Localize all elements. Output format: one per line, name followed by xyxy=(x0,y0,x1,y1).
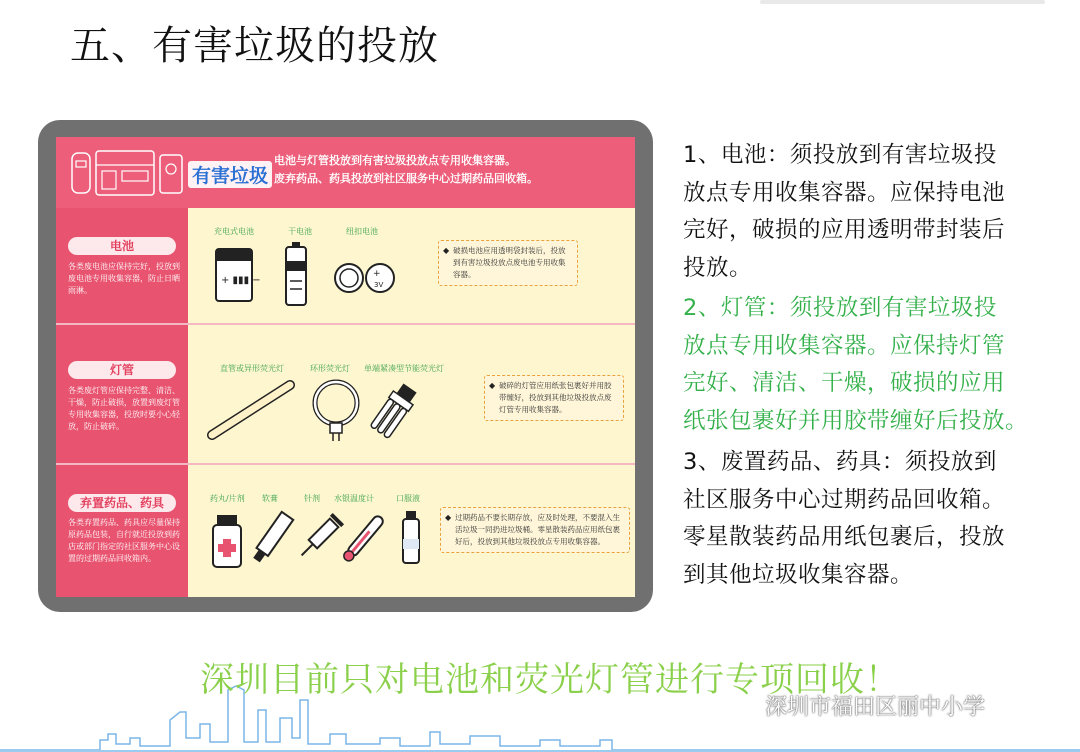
header-line-1: 电池与灯管投放到有害垃圾投放点专用收集容器。 xyxy=(274,154,516,167)
hazardous-waste-label: 有害垃圾 xyxy=(188,161,272,188)
category-battery-pill: 电池 xyxy=(68,237,176,255)
lamp-instruction-line: 纸张包裹好并用胶带缠好后投放。 xyxy=(683,407,1029,434)
oral-liquid-vial-icon xyxy=(400,509,422,565)
medicine-instruction-line: 3、废置药品、药具：须投放到 xyxy=(683,449,997,475)
battery-note: ◆ 破损电池应用透明袋封装后，投放到有害垃圾投放点废电池专用收集容器。 xyxy=(438,240,578,286)
poster-header xyxy=(56,137,635,208)
item-label: 药丸/片剂 xyxy=(210,494,245,503)
school-watermark xyxy=(725,690,985,721)
lamp-note: ◆ 破碎的灯管应用纸张包裹好并用胶带缠好，投放到其他垃圾投放点废灯管专用收集容器。 xyxy=(484,375,624,421)
school-name: 深圳市福田区丽中小学 xyxy=(765,695,986,720)
battery-instructions xyxy=(683,137,1043,287)
header-line-2: 废弃药品、药具投放到社区服务中心过期药品回收箱。 xyxy=(274,172,538,185)
medicine-instruction-line: 零星散装药品用纸包裹后，投放 xyxy=(683,524,1006,550)
lamp-instructions xyxy=(683,290,1043,440)
item-label: 干电池 xyxy=(288,227,312,236)
item-label: 水银温度计 xyxy=(334,494,374,503)
item-label: 环形荧光灯 xyxy=(310,364,350,373)
category-lamp-pill: 灯管 xyxy=(68,361,176,379)
dry-cell-battery-icon xyxy=(284,241,308,307)
button-cell-battery-icon xyxy=(334,261,396,295)
poster-image xyxy=(56,137,635,597)
battery-instruction-line: 完好，破损的应用透明带封装后 xyxy=(683,217,1006,243)
ointment-tube-icon xyxy=(250,507,294,569)
item-label: 纽扣电池 xyxy=(346,227,378,236)
recycling-banner: 深圳目前只对电池和荧光灯管进行专项回收！ xyxy=(200,660,900,700)
poster-header-text xyxy=(274,152,538,188)
wechat-icon xyxy=(725,693,759,719)
medicine-note: ◆ 过期药品不要长期存放，应及时处理，不要混入生活垃圾一同扔进垃圾桶。零星散装药品应用纸包裹好后，投放到其他垃圾投放点专用收集容器。 xyxy=(440,507,630,553)
medicine-instructions xyxy=(683,444,1043,594)
medicine-instruction-line: 社区服务中心过期药品回收箱。 xyxy=(683,486,1006,513)
battery-instruction-line: 放点专用收集容器。应保持电池 xyxy=(683,179,1006,206)
category-medicine-pill: 弃置药品、药具 xyxy=(68,494,176,512)
battery-instruction-line: 投放。 xyxy=(683,254,753,281)
item-label: 充电式电池 xyxy=(214,227,254,236)
item-label: 口服液 xyxy=(396,494,420,503)
item-label: 软膏 xyxy=(262,494,278,503)
rechargeable-battery-icon xyxy=(214,247,261,303)
straight-fluorescent-tube-icon xyxy=(206,377,296,441)
battery-voltage-label: 3V xyxy=(374,281,384,289)
lamp-instruction-line: 放点专用收集容器。应保持灯管 xyxy=(683,332,1006,359)
row-divider xyxy=(56,463,635,465)
top-decor-bar xyxy=(760,0,1045,4)
medicine-instruction-line: 到其他垃圾收集容器。 xyxy=(683,561,914,588)
item-label: 直管或异形荧光灯 xyxy=(220,364,284,373)
row-divider xyxy=(56,323,635,325)
lamp-instruction-line: 完好、清洁、干燥，破损的应用 xyxy=(683,370,1006,396)
circular-fluorescent-lamp-icon xyxy=(310,377,362,443)
slide-title: 五、有害垃圾的投放 xyxy=(70,23,439,69)
svg-text:+: + xyxy=(373,269,381,279)
svg-text:+ ▮▮▮ −: + ▮▮▮ − xyxy=(221,275,261,286)
item-label: 针剂 xyxy=(304,494,320,503)
category-battery-desc: 各类废电池应保持完好，投放到废电池专用收集容器，防止日晒雨淋。 xyxy=(68,262,180,295)
category-medicine-desc: 各类弃置药品、药具应尽量保持原药品包装，自行就近投放到药店或部门指定的社区服务中心设置的过期药品回收箱内。 xyxy=(68,518,180,563)
item-label: 单端紧凑型节能荧光灯 xyxy=(364,364,444,373)
compact-fluorescent-bulb-icon xyxy=(366,381,422,441)
pill-bottle-icon xyxy=(210,513,244,569)
lamp-instruction-line: 2、灯管：须投放到有害垃圾投 xyxy=(683,295,997,321)
poster-frame xyxy=(38,120,653,612)
battery-instruction-line: 1、电池：须投放到有害垃圾投 xyxy=(683,142,997,168)
category-lamp-desc: 各类废灯管应保持完整、清洁、干燥，防止破损，放置到废灯管专用收集容器，投放时要小心轻放，防止破碎。 xyxy=(68,386,180,431)
mercury-thermometer-icon xyxy=(338,509,388,569)
hazard-items-icon xyxy=(70,147,185,199)
